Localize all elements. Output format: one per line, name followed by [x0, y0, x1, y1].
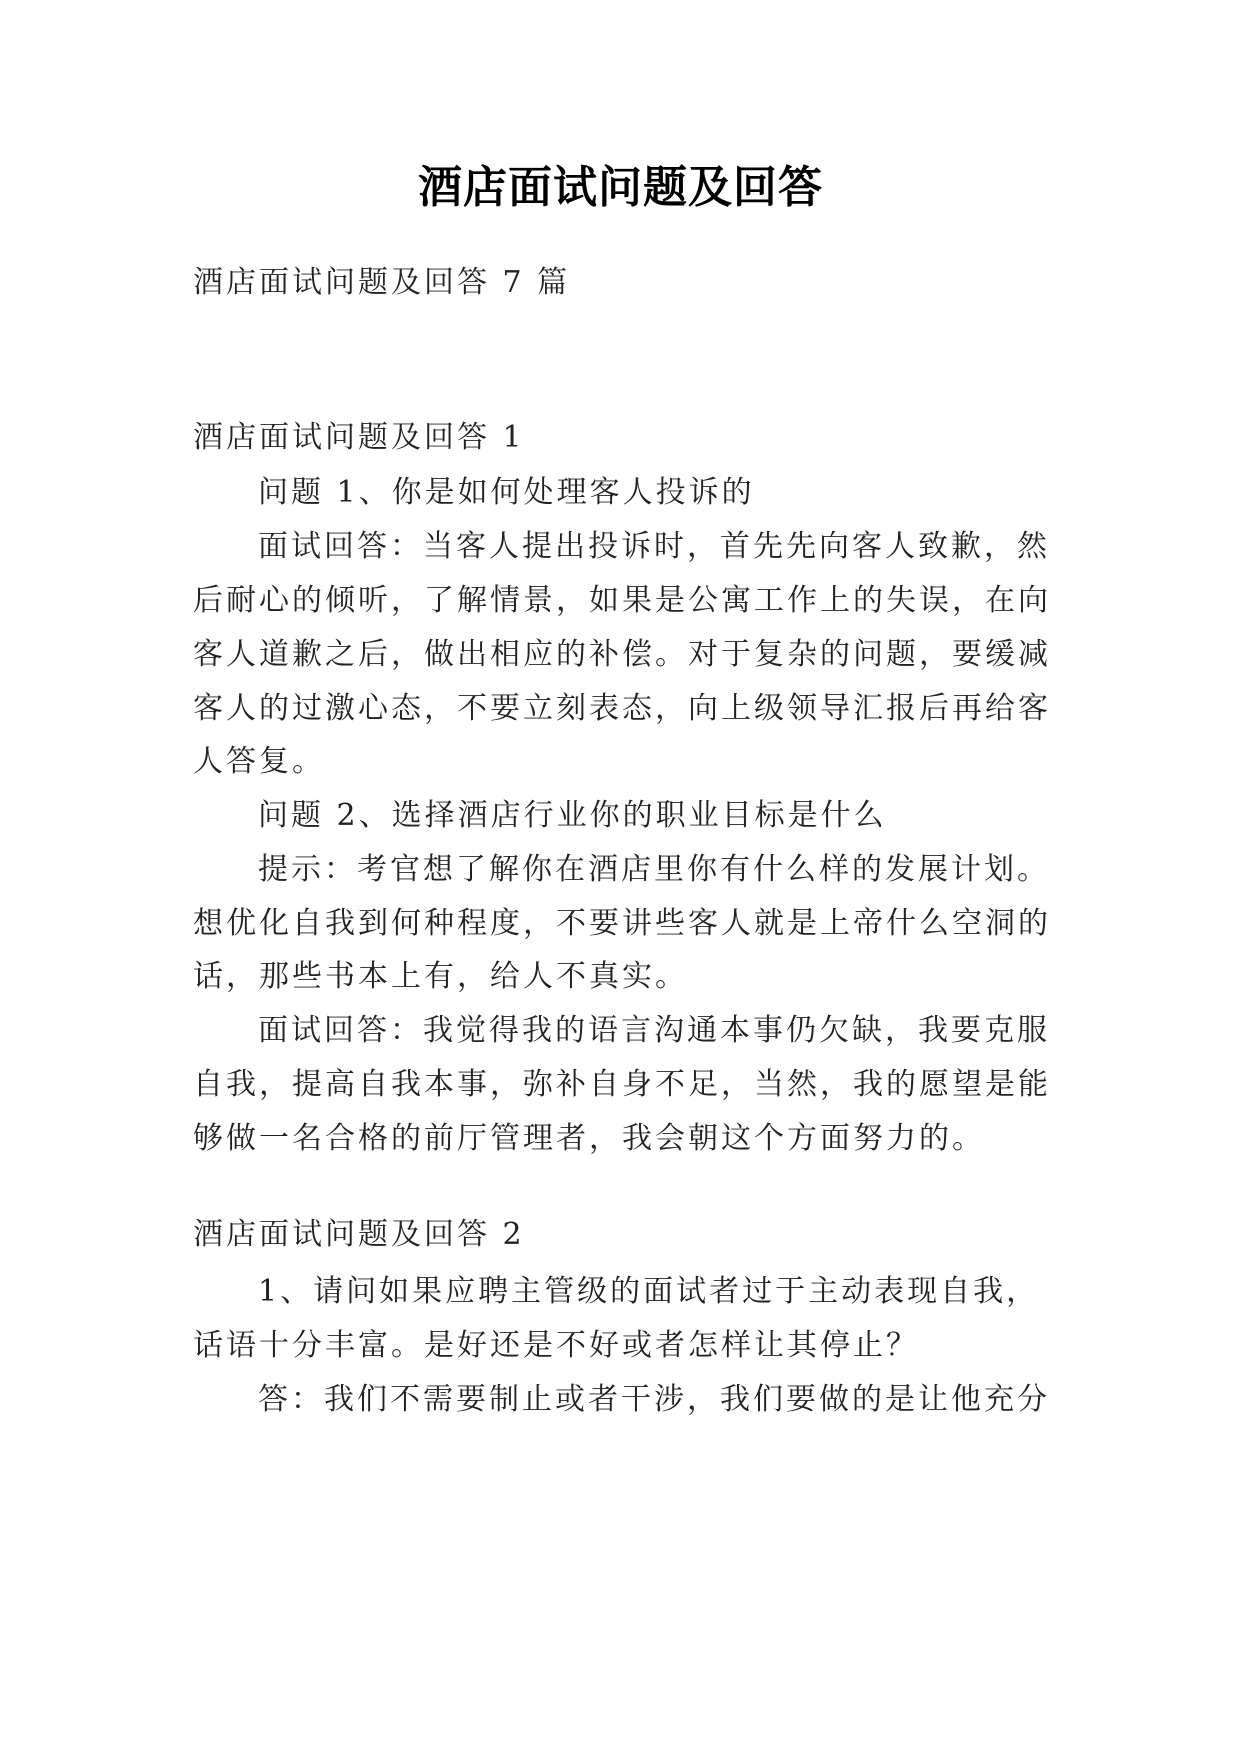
document-title: 酒店面试问题及回答: [418, 162, 823, 213]
answer-line: 答：我们不需要制止或者干涉，我们要做的是让他充分: [258, 1382, 1050, 1417]
question-line: 问题 2、选择酒店行业你的职业目标是什么: [258, 798, 887, 833]
answer-line: 客人的过激心态，不要立刻表态，向上级领导汇报后再给客: [193, 691, 1051, 726]
answer-line: 自我，提高自我本事，弥补自身不足，当然，我的愿望是能: [193, 1067, 1051, 1102]
question-line: 1、请问如果应聘主管级的面试者过于主动表现自我，: [258, 1274, 1040, 1309]
answer-line: 面试回答：我觉得我的语言沟通本事仍欠缺，我要克服: [258, 1013, 1050, 1048]
answer-line: 人答复。: [193, 744, 325, 779]
answer-line: 客人道歉之后，做出相应的补偿。对于复杂的问题，要缓减: [193, 637, 1051, 672]
section-heading: 酒店面试问题及回答 1: [193, 420, 525, 455]
answer-line: 面试回答：当客人提出投诉时，首先先向客人致歉，然: [258, 529, 1050, 564]
section-heading: 酒店面试问题及回答 2: [193, 1217, 525, 1252]
tip-line: 想优化自我到何种程度，不要讲些客人就是上帝什么空洞的: [193, 906, 1051, 941]
answer-line: 后耐心的倾听，了解情景，如果是公寓工作上的失误，在向: [193, 583, 1051, 618]
document-subtitle: 酒店面试问题及回答 7 篇: [193, 265, 571, 300]
question-line: 话语十分丰富。是好还是不好或者怎样让其停止？: [193, 1328, 919, 1363]
tip-line: 提示：考官想了解你在酒店里你有什么样的发展计划。: [258, 852, 1050, 887]
question-line: 问题 1、你是如何处理客人投诉的: [258, 475, 755, 510]
answer-line: 够做一名合格的前厅管理者，我会朝这个方面努力的。: [193, 1121, 985, 1156]
tip-line: 话，那些书本上有，给人不真实。: [193, 959, 688, 994]
